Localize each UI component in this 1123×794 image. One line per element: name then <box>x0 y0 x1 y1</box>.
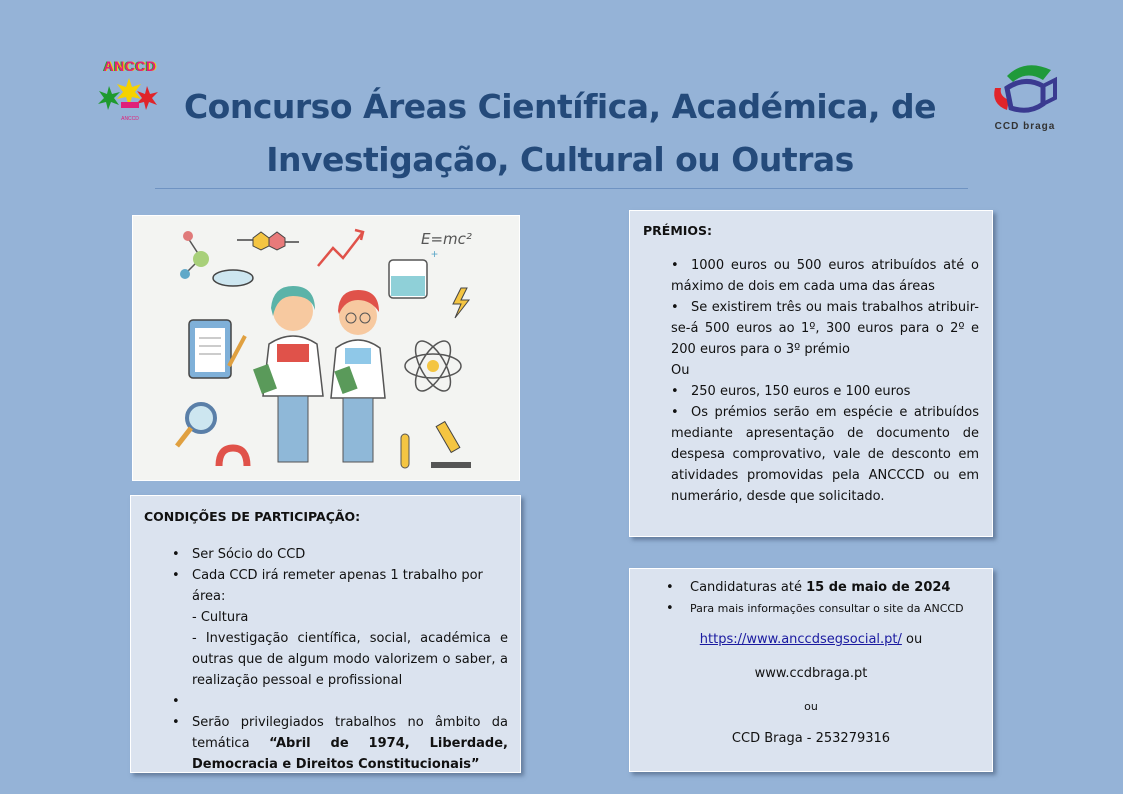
prize-or: Ou <box>671 363 690 378</box>
list-item: • 1000 euros ou 500 euros atribuídos até o máximo de dois em cada uma das áreas <box>671 258 979 294</box>
deadline-date: 15 de maio de 2024 <box>806 580 951 595</box>
conditions-panel <box>130 495 521 773</box>
prizes-list <box>643 255 979 507</box>
deadline-line: • Candidaturas até 15 de maio de 2024 <box>666 580 951 595</box>
ccd-braga-logo <box>985 60 1065 138</box>
prize-item-3: 250 euros, 150 euros e 100 euros <box>691 384 911 399</box>
info-panel <box>629 568 993 772</box>
list-item: • Se existirem três ou mais trabalhos atribuir-se-á 500 euros ao 1º, 300 euros para o 2º e 200 euros para o 3º prémio <box>671 300 979 357</box>
link-suffix: ou <box>901 632 923 647</box>
anccd-logo-sub: ANCCD <box>121 116 139 122</box>
ccd-braga-emblem-icon <box>985 60 1060 118</box>
prizes-heading: PRÉMIOS: <box>643 223 713 238</box>
title-divider <box>155 188 968 189</box>
prizes-panel <box>629 210 993 537</box>
title-line-2: Investigação, Cultural ou Outras <box>266 140 854 179</box>
contact-line: CCD Braga - 253279316 <box>731 731 891 746</box>
condition-theme-text: Serão privilegiados trabalhos no âmbito da temática <box>192 715 508 751</box>
info-or: ou <box>804 700 818 713</box>
anccd-site-link[interactable]: https://www.anccdsegsocial.pt/ <box>699 632 902 647</box>
ccd-site: www.ccdbraga.pt <box>754 666 868 681</box>
more-info-line: • Para mais informações consultar o site da ANCCD <box>666 601 964 616</box>
prize-item-4: Os prémios serão em espécie e atribuídos mediante apresentação de documento de despesa comprovativo, vale de desconto em atividades promovidas pela ANCCCD ou em numerário, desde que solicitado. <box>671 405 979 504</box>
scientists-illustration-icon <box>133 216 519 480</box>
list-item: • Cada CCD irá remeter apenas 1 trabalho por área: - Cultura - Investigação científica, social, académica e outras que de algum modo valorizem o saber, a realização pessoal e profissional <box>192 565 508 691</box>
list-item: • 250 euros, 150 euros e 100 euros <box>671 384 911 399</box>
anccd-logo-text: ANCCD <box>103 58 157 74</box>
list-item: • <box>172 694 180 709</box>
condition-sub-research: - Investigação científica, social, académica e outras que de algum modo valorizem o saber, a realização pessoal e profissional <box>192 631 508 688</box>
deadline-prefix: Candidaturas até <box>690 580 802 595</box>
list-item: • Os prémios serão em espécie e atribuídos mediante apresentação de documento de despesa comprovativo, vale de desconto em atividades promovidas pela ANCCCD ou em numerário, desde que solicitado. <box>671 405 979 504</box>
condition-sub-culture: - Cultura <box>192 610 249 625</box>
prize-item-1: 1000 euros ou 500 euros atribuídos até o máximo de dois em cada uma das áreas <box>671 258 979 294</box>
condition-one-per-area: Cada CCD irá remeter apenas 1 trabalho por área: <box>192 568 483 604</box>
title-line-1: Concurso Áreas Científica, Académica, de <box>183 87 937 126</box>
formula-label: E=mc² <box>421 230 472 248</box>
condition-theme-bold: “Abril de 1974, Liberdade, Democracia e Direitos Constitucionais” <box>192 736 508 772</box>
science-illustration <box>132 215 520 481</box>
prize-item-2: Se existirem três ou mais trabalhos atribuir-se-á 500 euros ao 1º, 300 euros para o 2º e 200 euros para o 3º prémio <box>671 300 979 357</box>
more-info-text: Para mais informações consultar o site da ANCCD <box>690 602 964 615</box>
list-item: • Ser Sócio do CCD <box>172 547 306 562</box>
ccd-braga-logo-text: CCD braga <box>994 121 1056 132</box>
list-item <box>671 360 979 381</box>
page-title <box>150 80 970 186</box>
link-line <box>640 629 982 650</box>
conditions-heading: CONDIÇÕES DE PARTICIPAÇÃO: <box>144 509 361 524</box>
list-item: • Serão privilegiados trabalhos no âmbito da temática “Abril de 1974, Liberdade, Democracia e Direitos Constitucionais” <box>172 715 508 772</box>
svg-text:+: + <box>431 247 439 261</box>
conditions-list <box>144 544 508 775</box>
condition-member: Ser Sócio do CCD <box>192 547 306 562</box>
